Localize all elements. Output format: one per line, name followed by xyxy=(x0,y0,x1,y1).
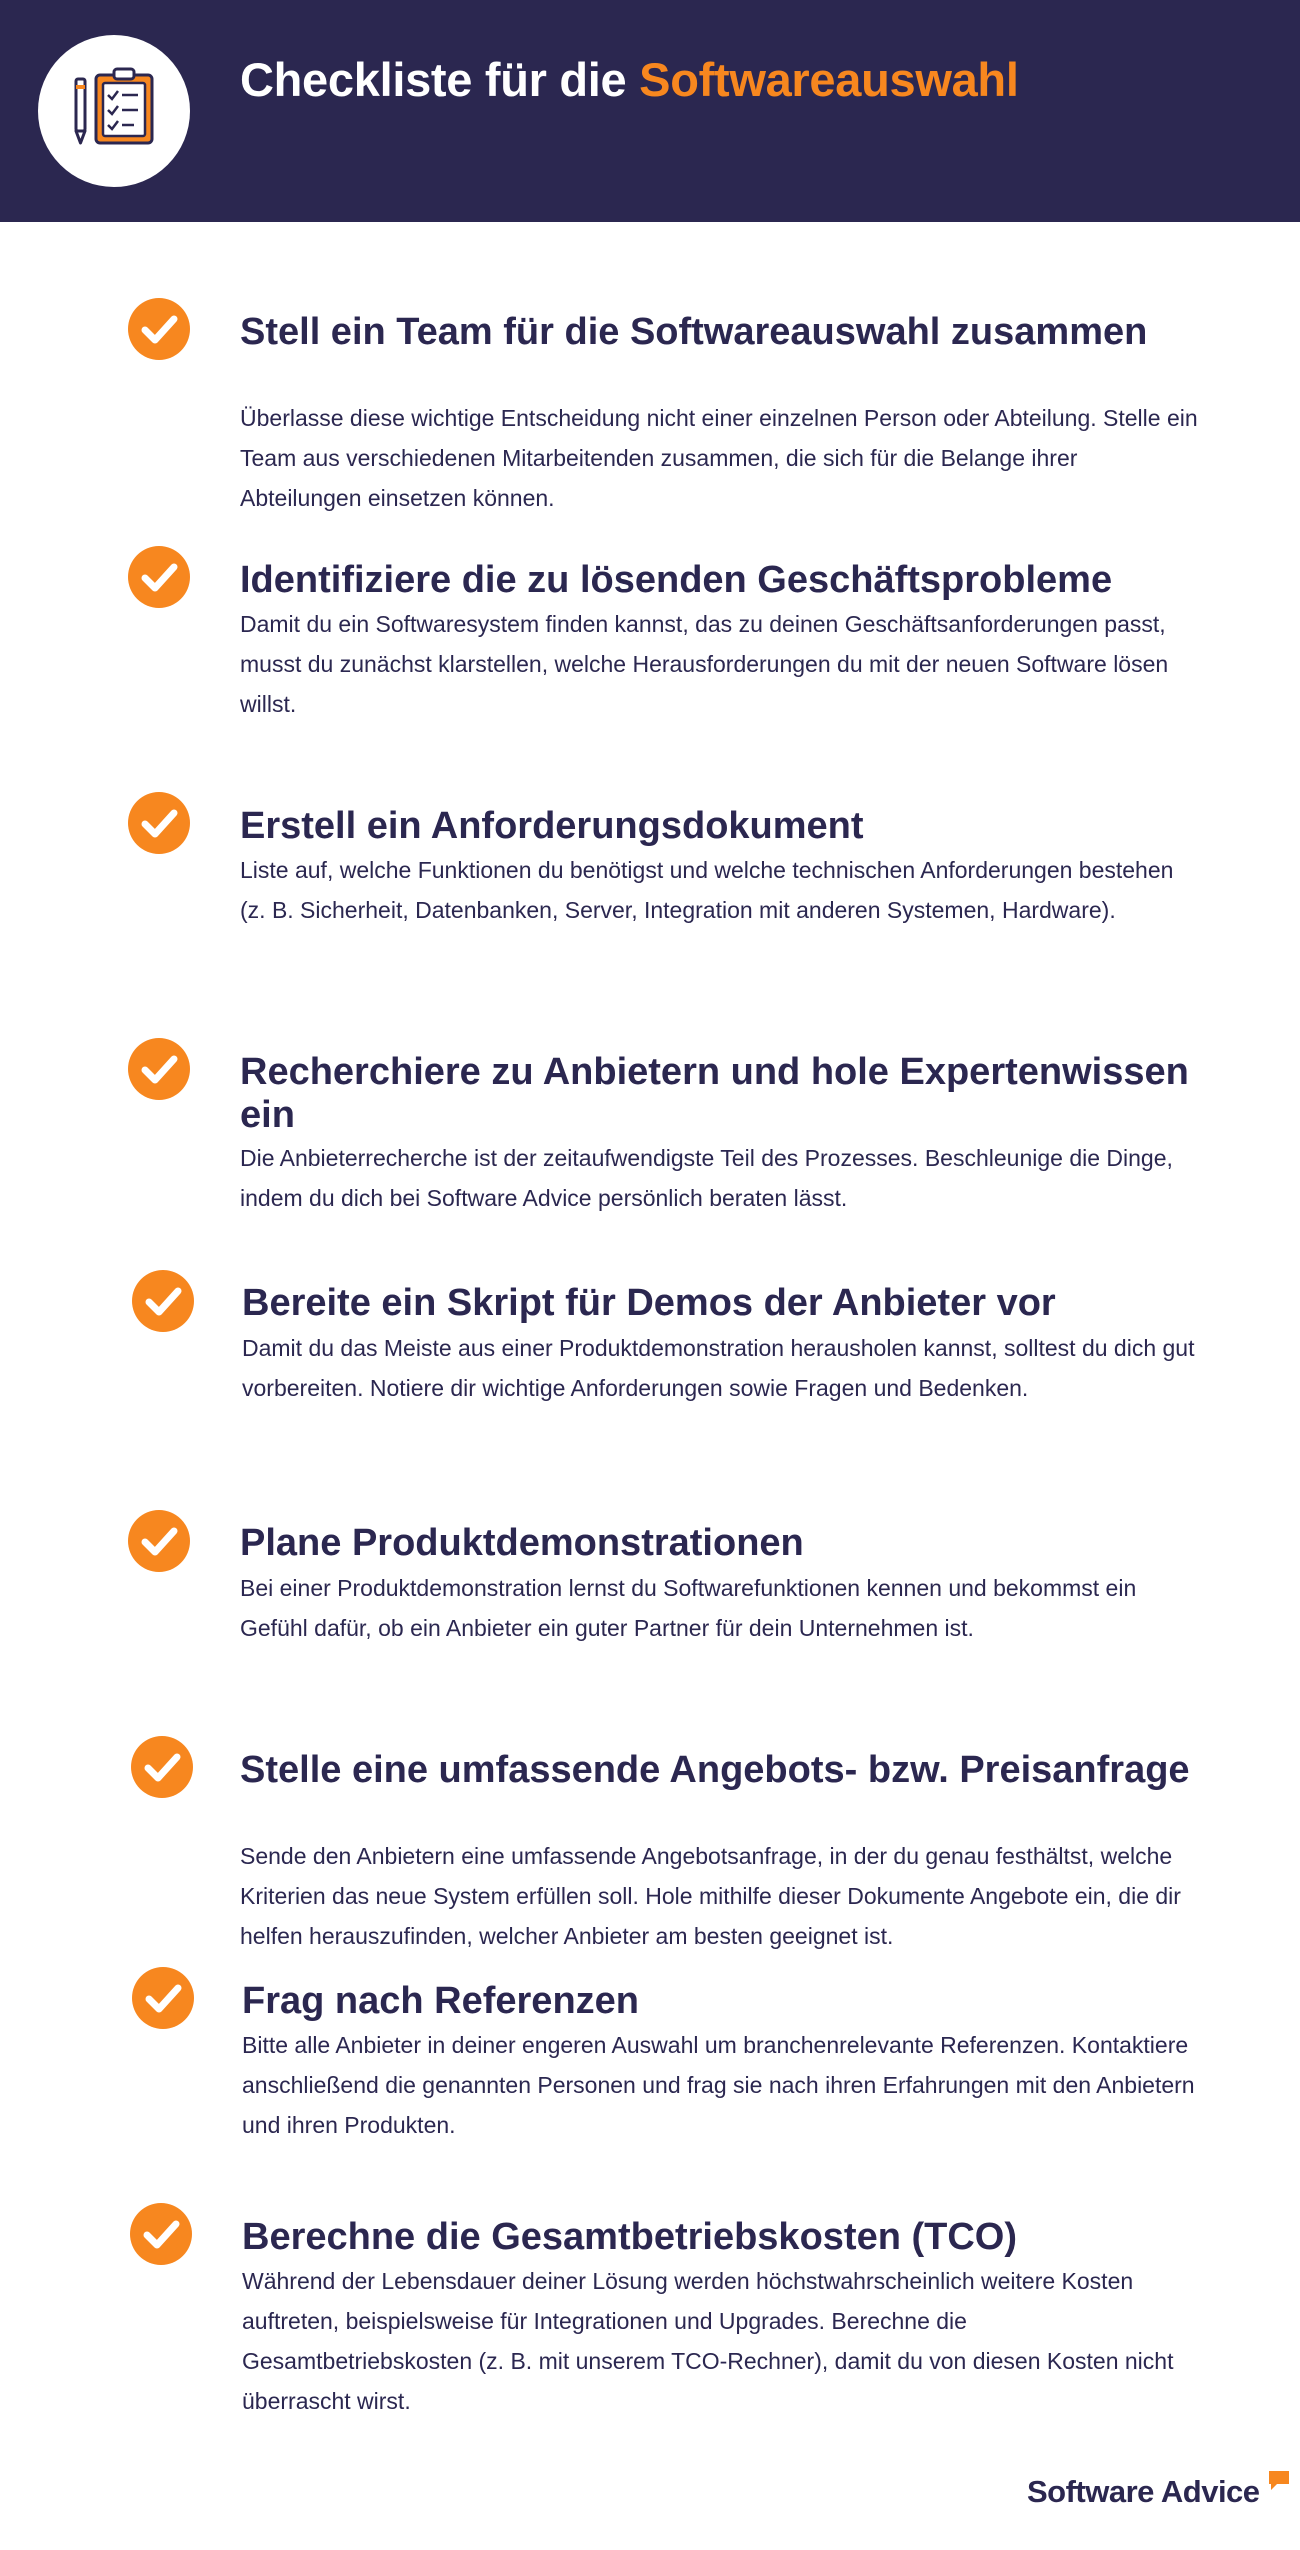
checkmark-circle-icon xyxy=(131,1736,193,1798)
footer-logo xyxy=(1027,2474,1260,2510)
checkmark-circle-icon xyxy=(128,298,190,360)
item-title: Stelle eine umfassende Angebots- bzw. Preisanfrage xyxy=(240,1749,1190,1791)
item-title: Frag nach Referenzen xyxy=(242,1980,639,2022)
item-title: Recherchiere zu Anbietern und hole Expertenwissen ein xyxy=(240,1051,1189,1136)
title-accent: Softwareauswahl xyxy=(639,53,1019,106)
checkmark-circle-icon xyxy=(130,2203,192,2265)
item-body: Liste auf, welche Funktionen du benötigst und welche technischen Anforderungen bestehen (z. B. Sicherheit, Datenbanken, Server, Integration mit anderen Systemen, Hardware). xyxy=(240,857,1174,923)
checkmark-circle-icon xyxy=(128,546,190,608)
header-banner xyxy=(0,0,1300,222)
item-body: Überlasse diese wichtige Entscheidung nicht einer einzelnen Person oder Abteilung. Stelle ein Team aus verschiedenen Mitarbeitenden zusammen, die sich für die Belange ihrer Abteilungen einsetzen können. xyxy=(240,405,1198,511)
checkmark-circle-icon xyxy=(128,792,190,854)
item-title: Stell ein Team für die Softwareauswahl zusammen xyxy=(240,311,1148,353)
clipboard-checklist-icon xyxy=(38,35,190,187)
checkmark-circle-icon xyxy=(128,1038,190,1100)
item-body: Bitte alle Anbieter in deiner engeren Auswahl um branchenrelevante Referenzen. Kontaktiere anschließend die genannten Personen und frag sie nach ihren Erfahrungen mit den Anbietern und ihren Produkten. xyxy=(242,2032,1195,2138)
item-body: Bei einer Produktdemonstration lernst du Softwarefunktionen kennen und bekommst ein Gefühl dafür, ob ein Anbieter ein guter Partner für dein Unternehmen ist. xyxy=(240,1575,1137,1641)
item-body: Die Anbieterrecherche ist der zeitaufwendigste Teil des Prozesses. Beschleunige die Dinge, indem du dich bei Software Advice persönlich beraten lässt. xyxy=(240,1145,1173,1211)
checkmark-circle-icon xyxy=(132,1270,194,1332)
page-title xyxy=(240,52,1019,107)
item-body: Damit du das Meiste aus einer Produktdemonstration herausholen kannst, solltest du dich gut vorbereiten. Notiere dir wichtige Anforderungen sowie Fragen und Bedenken. xyxy=(242,1335,1195,1401)
speech-bubble-icon xyxy=(1267,2470,1291,2492)
item-body: Sende den Anbietern eine umfassende Angebotsanfrage, in der du genau festhältst, welche Kriterien das neue System erfüllen soll. Hole mithilfe dieser Dokumente Angebote ein, die dir helfen herauszufinden, welcher Anbieter am besten geeignet ist. xyxy=(240,1843,1181,1949)
item-title: Plane Produktdemonstrationen xyxy=(240,1522,804,1564)
item-body: Während der Lebensdauer deiner Lösung werden höchstwahrscheinlich weitere Kosten auftreten, beispielsweise für Integrationen und Upgrades. Berechne die Gesamtbetriebskosten (z. B. mit unserem TCO-Rechner), damit du von diesen Kosten nicht überrascht wirst. xyxy=(242,2268,1174,2414)
checkmark-circle-icon xyxy=(132,1967,194,2029)
item-title: Erstell ein Anforderungsdokument xyxy=(240,805,864,847)
item-body: Damit du ein Softwaresystem finden kannst, das zu deinen Geschäftsanforderungen passt, musst du zunächst klarstellen, welche Herausforderungen du mit der neuen Software lösen willst. xyxy=(240,611,1169,717)
checkmark-circle-icon xyxy=(128,1510,190,1572)
title-prefix: Checkliste für die xyxy=(240,53,640,106)
brand-name: Software Advice xyxy=(1027,2474,1260,2509)
item-title: Berechne die Gesamtbetriebskosten (TCO) xyxy=(242,2216,1017,2258)
item-title: Bereite ein Skript für Demos der Anbieter vor xyxy=(242,1282,1056,1324)
item-title: Identifiziere die zu lösenden Geschäftsprobleme xyxy=(240,559,1113,601)
